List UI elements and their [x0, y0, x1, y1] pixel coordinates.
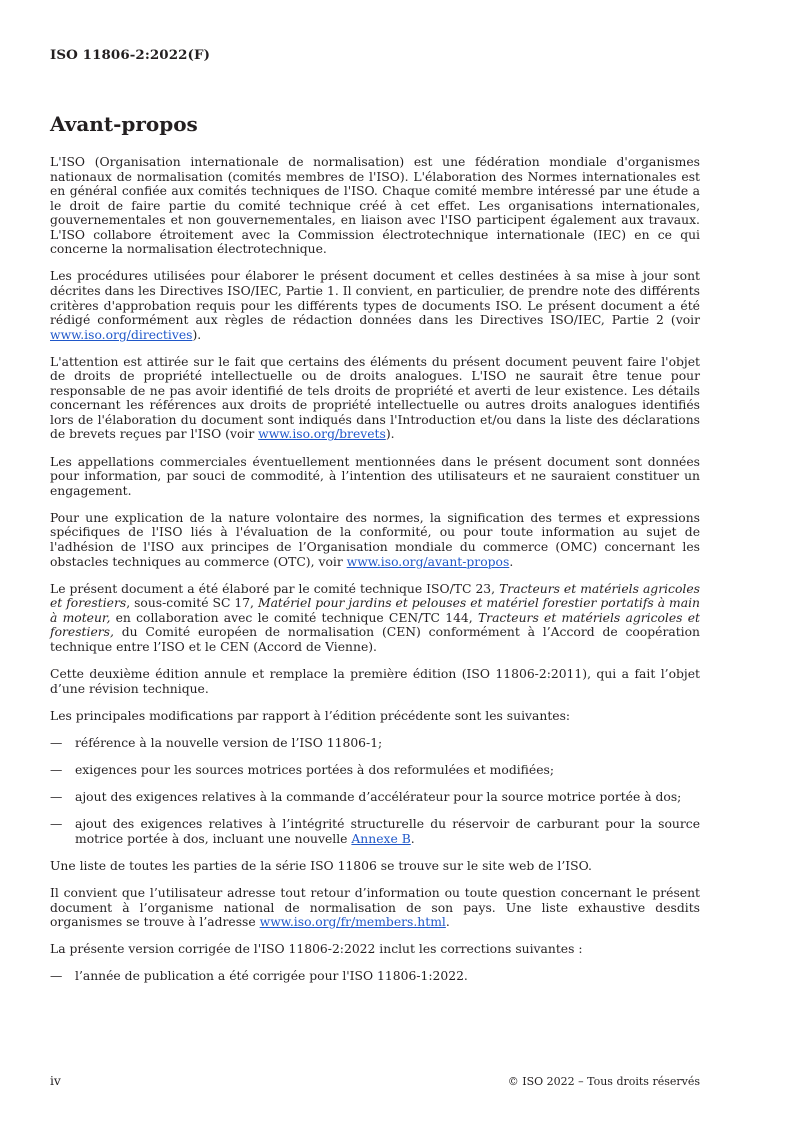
list-item: [50, 736, 700, 751]
patents-link[interactable]: www.iso.org/brevets: [258, 427, 386, 442]
list-dash: —: [50, 790, 63, 805]
page-title: Avant-propos: [50, 112, 198, 136]
paragraph-text: , sous-comité SC 17,: [126, 596, 258, 611]
list-item: [50, 969, 700, 984]
directives-link[interactable]: www.iso.org/directives: [50, 327, 193, 342]
page-number: iv: [50, 1074, 61, 1088]
paragraph-text: L'attention est attirée sur le fait que certains des éléments du présent document peuvent faire l'objet de droits de propriété intellectuelle ou de droits analogues. L'ISO ne saurait être tenue pour responsable de ne pas avoir identifié de tels droits de propriété et averti de leur existence. Les détails concernant les références aux droits de propriété intellectuelle ou autres droits analogues identifiés lors de l'élaboration du document sont indiqués dans l'Introduction et/ou dans la liste des déclarations de brevets reçues par l'ISO (voir: [50, 354, 700, 442]
document-id: ISO 11806-2:2022(F): [50, 47, 211, 63]
paragraph-text-end: .: [445, 915, 450, 930]
paragraph-text: Il convient que l’utilisateur adresse tout retour d’information ou toute question concernant le présent document à l’organisme national de normalisation de son pays. Une liste exhaustive desdits organismes se trouve à l’adresse: [50, 886, 700, 930]
list-item-text: l’année de publication a été corrigée pour l'ISO 11806-1:2022.: [75, 969, 468, 984]
paragraph-feedback: [50, 886, 700, 930]
paragraph-committee: [50, 582, 700, 655]
cen-committee-title: Tracteurs et matériels agricoles et forestiers,: [50, 610, 701, 640]
list-dash: —: [50, 817, 63, 832]
paragraph-corrections-intro: La présente version corrigée de l'ISO 11806-2:2022 inclut les corrections suivantes :: [50, 942, 583, 957]
list-item-text: exigences pour les sources motrices portées à dos reformulées et modifiées;: [75, 762, 555, 777]
paragraph-text-end: ).: [192, 327, 202, 342]
list-item-text: [75, 817, 700, 846]
paragraph-text-end: .: [509, 554, 514, 569]
annex-b-link[interactable]: Annexe B: [351, 831, 411, 846]
list-item: [50, 817, 700, 846]
copyright-notice: © ISO 2022 – Tous droits réservés: [507, 1075, 700, 1088]
paragraph-text: Les procédures utilisées pour élaborer le présent document et celles destinées à sa mise à jour sont décrites dans les Directives ISO/IEC, Partie 1. Il convient, en particulier, de prendre note des différents critères d'approbation requis pour les différents types de documents ISO. Le présent document a été rédigé conformément aux règles de rédaction données dans les Directives ISO/IEC, Partie 2 (voir: [50, 269, 700, 328]
paragraph-patents: [50, 355, 700, 442]
foreword-body: [50, 155, 700, 997]
list-item: [50, 763, 700, 778]
paragraph-text: du Comité européen de normalisation (CEN) conformément à l’Accord de coopération technique entre l’ISO et le CEN (Accord de Vienne).: [50, 625, 700, 654]
foreword-link[interactable]: www.iso.org/avant-propos: [346, 554, 510, 569]
members-link[interactable]: www.iso.org/fr/members.html: [259, 915, 446, 930]
list-dash: —: [50, 735, 63, 750]
paragraph-voluntary-nature: [50, 511, 700, 569]
paragraph-text: Pour une explication de la nature volontaire des normes, la signification des termes et expressions spécifiques de l'ISO liés à l'évaluation de la conformité, ou pour toute information au sujet de l'adhésion de l'ISO aux principes de l’Organisation mondiale du commerce (OMC) concernant les obstacles techniques au commerce (OTC), voir: [50, 510, 700, 569]
paragraph-trade-names: Les appellations commerciales éventuellement mentionnées dans le présent document sont données pour information, par souci de commodité, à l’intention des utilisateurs et ne sauraient constituer un engagement.: [50, 454, 700, 498]
committee-title: Tracteurs et matériels agricoles et forestiers: [50, 581, 700, 611]
subcommittee-title: Matériel pour jardins et pelouses et matériel forestier portatifs à main à moteur,: [50, 596, 700, 625]
paragraph-text-end: ).: [385, 427, 395, 442]
list-item-text-start: ajout des exigences relatives à l’intégrité structurelle du réservoir de carburant pour la source motrice portée à dos, incluant une nouvelle: [75, 817, 700, 846]
paragraph-changes-intro: Les principales modifications par rapport à l’édition précédente sont les suivantes:: [50, 708, 571, 723]
list-item: [50, 790, 700, 805]
paragraph-edition: Cette deuxième édition annule et remplace la première édition (ISO 11806-2:2011), qui a fait l’objet d’une révision technique.: [50, 666, 700, 696]
paragraph-text: en collaboration avec le comité technique CEN/TC 144,: [110, 610, 478, 625]
paragraph-text: Le présent document a été élaboré par le comité technique ISO/TC 23,: [50, 581, 500, 596]
paragraph-iso-intro: L'ISO (Organisation internationale de normalisation) est une fédération mondiale d'organismes nationaux de normalisation (comités membres de l'ISO). L'élaboration des Normes internationales est en général confiée aux comités techniques de l'ISO. Chaque comité membre intéressé par une étude a le droit de faire partie du comité technique créé à cet effet. Les organisations internationales, gouvernementales et non gouvernementales, en liaison avec l'ISO participent également aux travaux. L'ISO collabore étroitement avec la Commission électrotechnique internationale (IEC) en ce qui concerne la normalisation électrotechnique.: [50, 155, 700, 257]
list-item-text-end: .: [410, 831, 415, 846]
paragraph-series: Une liste de toutes les parties de la série ISO 11806 se trouve sur le site web de l’ISO.: [50, 858, 592, 873]
list-item-text: référence à la nouvelle version de l’ISO 11806-1;: [75, 735, 383, 750]
list-dash: —: [50, 762, 63, 777]
paragraph-procedures: [50, 269, 700, 342]
list-dash: —: [50, 969, 63, 984]
list-item-text: ajout des exigences relatives à la commande d’accélérateur pour la source motrice portée à dos;: [75, 790, 682, 805]
